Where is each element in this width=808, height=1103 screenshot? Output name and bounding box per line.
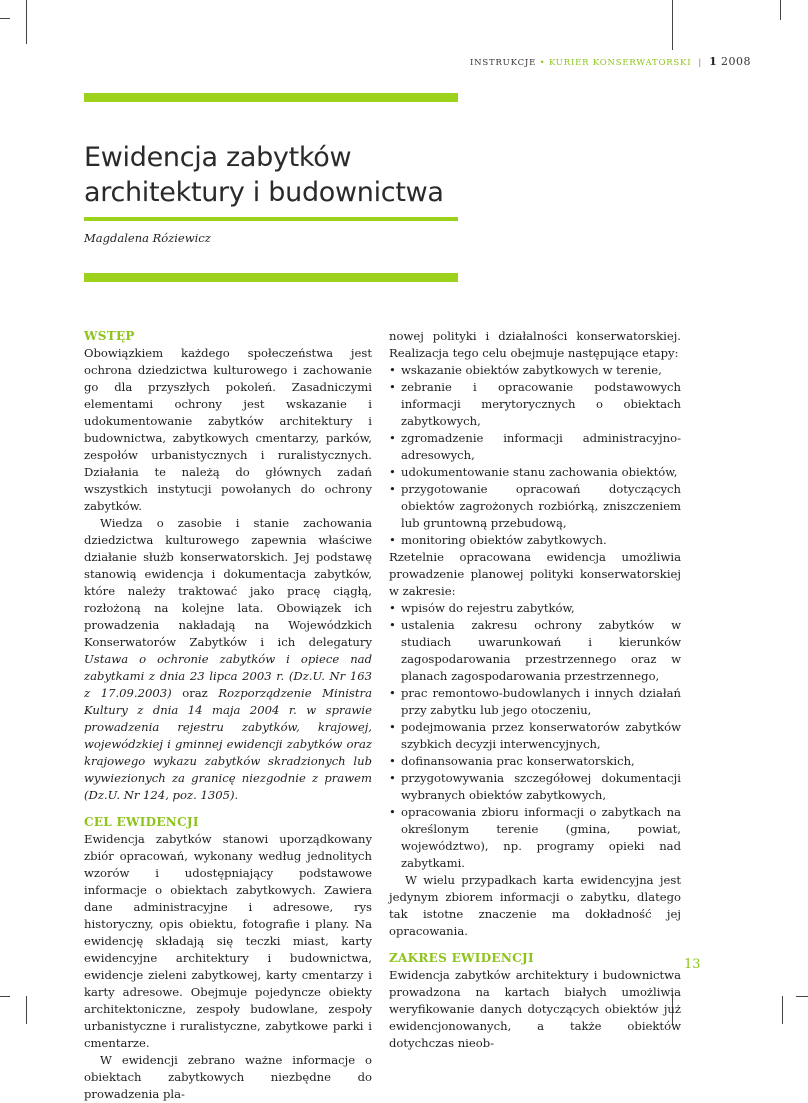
paragraph: W ewidencji zebrano ważne informacje o obiektach zabytkowych niezbędne do prowadzenia pla- [84,1053,372,1101]
list-item: • przygotowanie opracowań dotyczących obiektów zagrożonych rozbiórką, zniszczeniem lub gruntowną przebudową, [389,481,681,532]
crop-mark [796,996,808,997]
header-issue: 1 [709,55,718,68]
crop-mark [0,18,10,19]
list-item: • opracowania zbioru informacji o zabytkach na określonym terenie (gmina, powiat, województwo), np. programy opieki nad zabytkami. [389,804,681,872]
header-year: 2008 [721,55,752,68]
page-number: 13 [684,957,701,972]
paragraph: Wiedza o zasobie i stanie zachowania dziedzictwa kulturowego zapewnia właściwe działanie służb konserwatorskich. Jej podstawę stanowią ewidencja i dokumentacja zabytków, które należy traktować jako pracę ciągłą, rozłożoną na kolejne lata. Obowiązek ich prowadzenia nakładają na Wojewódzkich Konserwatorów Zabytków i ich delegatury Ustawa o ochronie zabytków i opiece nad zabytkami z dnia 23 lipca 2003 r. (Dz.U. Nr 163 z 17.09.2003) oraz Rozporządzenie Ministra Kultury z dnia 14 maja 2004 r. w sprawie prowadzenia rejestru zabytków, krajowej, wojewódzkiej i gminnej ewidencji zabytków oraz krajowego wykazu zabytków skradzionych lub wywiezionych za granicę niezgodnie z prawem (Dz.U. Nr 124, poz. 1305). [84,516,372,802]
header-bullet: • [539,58,546,68]
list-item: • zgromadzenie informacji administracyjno-adresowych, [389,430,681,464]
list-item: • prac remontowo-budowlanych i innych działań przy zabytku lub jego otoczeniu, [389,685,681,719]
crop-mark [26,0,27,44]
accent-bar-top [84,93,458,102]
crop-mark [26,996,27,1024]
author: Magdalena Róziewicz [84,231,211,245]
list-item: • przygotowywania szczegółowej dokumentacji wybranych obiektów zabytkowych, [389,770,681,804]
crop-mark [0,996,10,997]
paragraph: nowej polityki i działalności konserwatorskiej. Realizacja tego celu obejmuje następujące etapy: [389,329,681,360]
section-heading: ZAKRES EWIDENCJI [389,951,534,965]
title-line-1: Ewidencja zabytków [84,142,352,173]
crop-mark [672,0,673,50]
paragraph: Ewidencja zabytków architektury i budownictwa prowadzona na kartach białych umożliwia weryfikowanie danych dotyczących obiektów już ewidencjonowanych, a także obiektów dotychczas nieob- [389,968,681,1050]
running-header: INSTRUKCJE • KURIER KONSERWATORSKI | 1 2008 [470,55,752,68]
text-column-left [84,328,372,1103]
paragraph: Ewidencja zabytków stanowi uporządkowany zbiór opracowań, wykonany według jednolitych wzorów i udostępniający podstawowe informacje o obiektach zabytkowych. Zawiera dane administracyjne i adresowe, rys historyczny, opis obiektu, fotografie i plany. Na ewidencję składają się teczki miast, karty ewidencyjne architektury i budownictwa, ewidencje zieleni zabytkowej, karty cmentarzy i karty adresowe. Obejmuje pojedyncze obiekty architektoniczne, zespoły budowlane, zespoły urbanistyczne i ruralistyczne, zabytkowe parki i cmentarze. [84,832,372,1050]
section-heading: WSTĘP [84,329,135,343]
paragraph: Obowiązkiem każdego społeczeństwa jest ochrona dziedzictwa kulturowego i zachowanie go dla przyszłych pokoleń. Zasadniczymi elementami ochrony jest wskazanie i udokumentowanie zabytków architektury i budownictwa, zabytkowych cmentarzy, parków, zespołów urbanistycznych i ruralistycznych. Działania te należą do głównych zadań wszystkich instytucji powołanych do ochrony zabytków. [84,346,372,513]
header-section: INSTRUKCJE [470,58,537,68]
paragraph: Rzetelnie opracowana ewidencja umożliwia prowadzenie planowej polityki konserwatorskiej w zakresie: [389,550,681,598]
title-line-2: architektury i budownictwa [84,177,444,208]
bullet-list-stages [389,362,681,549]
bullet-list-scope [389,600,681,872]
list-item: • wskazanie obiektów zabytkowych w terenie, [389,362,681,379]
paragraph: W wielu przypadkach karta ewidencyjna jest jedynym zbiorem informacji o zabytku, dlatego tak istotne znaczenie ma dokładność jej opracowania. [389,873,681,938]
list-item: • wpisów do rejestru zabytków, [389,600,681,617]
crop-mark [782,996,783,1024]
list-item: • ustalenia zakresu ochrony zabytków w studiach uwarunkowań i kierunków zagospodarowania przestrzennego oraz w planach zagospodarowania przestrzennego, [389,617,681,685]
crop-mark [780,0,781,20]
list-item: • dofinansowania prac konserwatorskich, [389,753,681,770]
article-title [84,140,484,210]
section-heading: CEL EWIDENCJI [84,815,199,829]
text-column-right [389,328,681,1052]
accent-bar-mid [84,217,458,221]
list-item: • udokumentowanie stanu zachowania obiektów, [389,464,681,481]
accent-bar-bottom [84,273,458,282]
list-item: • zebranie i opracowanie podstawowych informacji merytorycznych o obiektach zabytkowych, [389,379,681,430]
list-item: • monitoring obiektów zabytkowych. [389,532,681,549]
header-magazine: KURIER KONSERWATORSKI [548,58,692,68]
list-item: • podejmowania przez konserwatorów zabytków szybkich decyzji interwencyjnych, [389,719,681,753]
